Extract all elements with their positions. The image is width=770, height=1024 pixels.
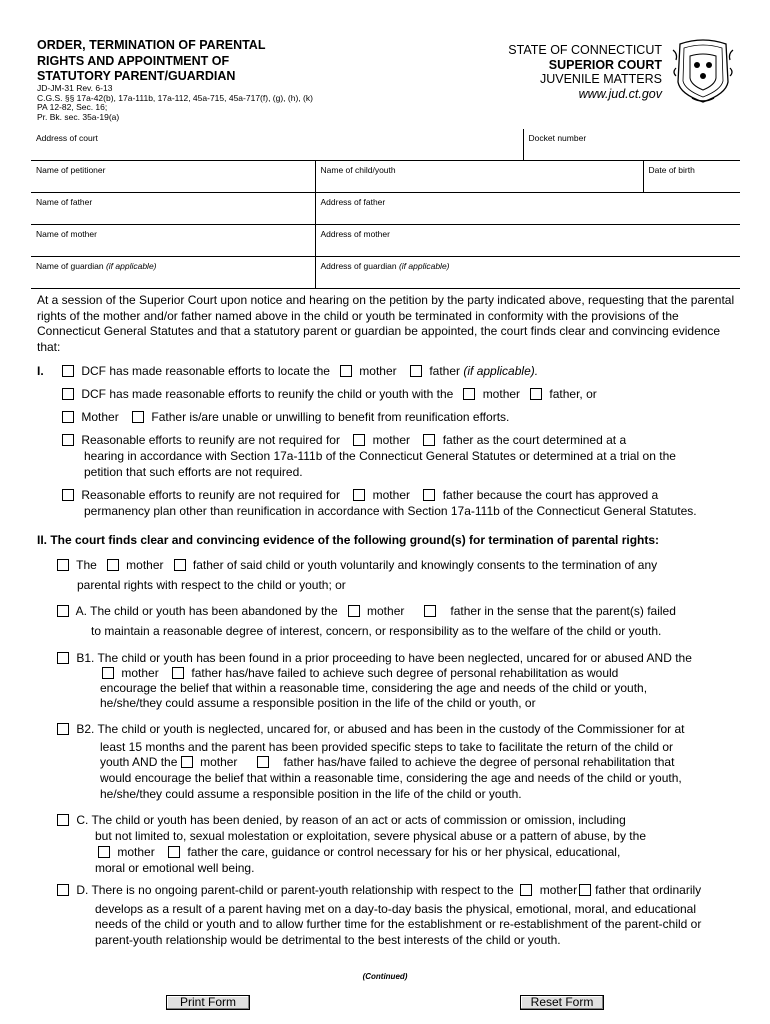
ground-b2-cont: least 15 months and the parent has been provided specific steps to take to facilitate the return of the child or	[100, 740, 674, 754]
ground-c-row	[57, 813, 626, 829]
ground-c-mother-checkbox[interactable]	[98, 846, 110, 858]
row-text: The	[76, 558, 97, 572]
not-required-hearing-mother-checkbox[interactable]	[353, 434, 365, 446]
row-text: Reasonable efforts to reunify are not required for	[81, 488, 340, 502]
ground-c-father-checkbox[interactable]	[168, 846, 180, 858]
field-label: Docket number	[528, 133, 587, 143]
address-of-father-field[interactable]	[315, 193, 740, 225]
locate-mother-checkbox[interactable]	[340, 365, 352, 377]
continued-label: (Continued)	[362, 972, 408, 981]
field-label: Address of father	[320, 197, 386, 207]
field-label: Name of child/youth	[320, 165, 396, 175]
row-text: Mother	[81, 410, 119, 424]
row-text: father	[429, 364, 461, 378]
field-label: Address of mother	[320, 229, 390, 239]
unable-father-checkbox[interactable]	[132, 411, 144, 423]
row-text: father has/have failed to achieve the degree of personal rehabilitation that	[283, 755, 675, 769]
form-title-line: ORDER, TERMINATION OF PARENTAL	[37, 38, 266, 52]
ground-b1-cont: encourage the belief that within a reasonable time, considering the age and needs of the child or youth,	[100, 681, 648, 695]
row-text: Father is/are unable or unwilling to benefit from reunification efforts.	[151, 410, 510, 424]
court-division: JUVENILE MATTERS	[539, 72, 662, 86]
row-text: B2. The child or youth is neglected, uncared for, or abused and has been in the custody of the Commissioner for at	[76, 722, 685, 736]
ground-b2-mother-checkbox[interactable]	[181, 756, 193, 768]
ground-d-cont: needs of the child or youth and to allow further time for the establishment or re-establishment of the parent-child or	[95, 917, 702, 931]
row-text: DCF has made reasonable efforts to reunify the child or youth with the	[81, 387, 454, 401]
consent-mother-checkbox[interactable]	[107, 559, 119, 571]
section-1-row-4	[62, 433, 626, 449]
address-of-guardian-field[interactable]	[315, 257, 740, 289]
ground-a-father-checkbox[interactable]	[424, 605, 436, 617]
section-2-heading: II. The court finds clear and convincing evidence of the following ground(s) for termination of parental rights:	[37, 533, 660, 547]
row-text: father of said child or youth voluntarily and knowingly consents to the termination of any	[192, 558, 658, 572]
row-text: father has/have failed to achieve such degree of personal rehabilitation as would	[191, 666, 619, 680]
ground-b1-father-checkbox[interactable]	[172, 667, 184, 679]
not-required-plan-checkbox[interactable]	[62, 489, 74, 501]
row-text: C. The child or youth has been denied, by reason of an act or acts of commission or omission, including	[76, 813, 626, 827]
section-1-row-4-cont: petition that such efforts are not required.	[84, 465, 303, 479]
field-label: Name of guardian	[36, 261, 104, 271]
row-text: A. The child or youth has been abandoned by the	[75, 604, 338, 618]
court-website-link[interactable]: www.jud.ct.gov	[578, 86, 662, 101]
case-info-grid	[31, 129, 740, 289]
field-label: Date of birth	[648, 165, 695, 175]
state-seal-icon	[670, 38, 736, 104]
ground-d-cont: develops as a result of a parent having met on a day-to-day basis the physical, emotional, moral, and educational	[95, 902, 697, 916]
date-of-birth-field[interactable]	[643, 161, 740, 193]
state-name: STATE OF CONNECTICUT	[508, 43, 662, 57]
ground-consent-cont: parental rights with respect to the child or youth; or	[77, 578, 346, 592]
section-1-row-5-cont: permanency plan other than reunification in accordance with Section 17a-111b of the Connecticut General Statutes.	[84, 504, 697, 518]
court-heading	[508, 43, 662, 101]
field-label: Name of petitioner	[36, 165, 106, 175]
form-citation	[37, 84, 313, 122]
reunify-father-checkbox[interactable]	[530, 388, 542, 400]
print-form-button[interactable]: Print Form	[166, 995, 250, 1010]
section-1-row-5	[62, 488, 658, 504]
ground-a-row	[57, 604, 676, 620]
section-1-row-1	[37, 364, 538, 380]
ground-b2-parents	[100, 755, 674, 771]
row-text: mother	[367, 604, 405, 618]
row-text: (if applicable)	[463, 364, 535, 378]
name-of-father-field[interactable]	[31, 193, 315, 225]
ground-b1-checkbox[interactable]	[57, 652, 69, 664]
section-1-row-3	[62, 410, 509, 426]
row-text: Reasonable efforts to reunify are not required for	[81, 433, 340, 447]
ground-d-row	[57, 883, 701, 899]
reunify-efforts-checkbox[interactable]	[62, 388, 74, 400]
address-of-court-field[interactable]	[31, 129, 523, 161]
field-label: Name of mother	[36, 229, 97, 239]
ground-a-mother-checkbox[interactable]	[348, 605, 360, 617]
ground-b2-checkbox[interactable]	[57, 723, 69, 735]
not-required-plan-father-checkbox[interactable]	[423, 489, 435, 501]
form-number: JD-JM-31 Rev. 6-13	[37, 83, 113, 93]
row-text: father that ordinarily	[595, 883, 702, 897]
reunify-mother-checkbox[interactable]	[463, 388, 475, 400]
form-title-line: STATUTORY PARENT/GUARDIAN	[37, 69, 236, 83]
row-text: .	[534, 364, 539, 378]
public-act-citation: PA 12-82, Sec. 16;	[37, 102, 108, 112]
ground-b1-row	[57, 651, 692, 667]
consent-father-checkbox[interactable]	[174, 559, 186, 571]
row-text: father as the court determined at a	[442, 433, 627, 447]
row-text: mother	[121, 666, 159, 680]
section-1-row-2	[62, 387, 597, 403]
field-label: Address of guardian	[320, 261, 397, 271]
ground-b1-cont: he/she/they could assume a responsible position in the life of the child or youth, or	[100, 696, 536, 710]
ground-b2-row	[57, 722, 684, 738]
ground-b2-cont: would encourage the belief that within a reasonable time, considering the age and needs of the child or youth,	[100, 771, 682, 785]
not-required-hearing-checkbox[interactable]	[62, 434, 74, 446]
not-required-hearing-father-checkbox[interactable]	[423, 434, 435, 446]
ground-c-checkbox[interactable]	[57, 814, 69, 826]
row-text: mother	[126, 558, 164, 572]
row-text: DCF has made reasonable efforts to locate the	[81, 364, 330, 378]
ground-b2-cont: he/she/they could assume a responsible position in the life of the child or youth.	[100, 787, 522, 801]
row-text: father because the court has approved a	[442, 488, 659, 502]
section-1-row-4-cont: hearing in accordance with Section 17a-111b of the Connecticut General Statutes or determined at a trial on the	[84, 449, 676, 463]
ground-consent-row	[57, 558, 657, 574]
field-label: Address of court	[36, 133, 98, 143]
name-of-mother-field[interactable]	[31, 225, 315, 257]
row-text: mother	[359, 364, 397, 378]
docket-number-field[interactable]	[523, 129, 740, 161]
row-text: mother	[539, 883, 578, 897]
ground-b1-mother-checkbox[interactable]	[102, 667, 114, 679]
form-title-line: RIGHTS AND APPOINTMENT OF	[37, 53, 230, 68]
row-text: father, or	[549, 387, 597, 401]
ground-d-cont: parent-youth relationship would be detrimental to the best interests of the child or youth.	[95, 933, 561, 947]
field-label: Name of father	[36, 197, 93, 207]
name-of-petitioner-field[interactable]	[31, 161, 315, 193]
field-label-qualifier: (if applicable)	[105, 261, 157, 271]
row-text: B1. The child or youth has been found in a prior proceeding to have been neglected, uncared for or abused AND the	[76, 651, 692, 665]
row-text: youth AND the	[100, 755, 178, 769]
consent-checkbox[interactable]	[57, 559, 69, 571]
practice-book-citation: Pr. Bk. sec. 35a-19(a)	[37, 111, 120, 122]
court-name: SUPERIOR COURT	[548, 57, 662, 72]
row-text: mother	[200, 755, 238, 769]
ground-c-cont: but not limited to, sexual molestation or exploitation, severe physical abuse or a pattern of abuse, by the	[95, 829, 646, 843]
ground-d-mother-checkbox[interactable]	[520, 884, 532, 896]
row-text: mother	[482, 387, 521, 401]
statute-citation: C.G.S. §§ 17a-42(b), 17a-111b, 17a-112, 45a-715, 45a-717(f), (g), (h), (k)	[37, 92, 313, 103]
ground-a-checkbox[interactable]	[57, 605, 69, 617]
locate-efforts-checkbox[interactable]	[62, 365, 74, 377]
field-label-qualifier: (if applicable)	[398, 261, 450, 271]
ground-a-cont: to maintain a reasonable degree of interest, concern, or responsibility as to the welfare of the child or youth.	[91, 624, 662, 638]
ground-c-parents	[98, 845, 620, 861]
intro-paragraph: At a session of the Superior Court upon notice and hearing on the petition by the party indicated above, requesting that the parental rights of the mother and/or father named above in the child or youth be terminated in conformity with the provisions of the Connecticut General Statutes and that a statutory parent or guardian be appointed, the court finds clear and convincing evidence that:	[37, 293, 735, 354]
ground-d-father-checkbox[interactable]	[579, 884, 591, 896]
ground-d-checkbox[interactable]	[57, 884, 69, 896]
ground-b1-parents	[102, 666, 618, 682]
row-text: father in the sense that the parent(s) failed	[450, 604, 676, 618]
row-text: father the care, guidance or control necessary for his or her physical, educational,	[187, 845, 621, 859]
name-of-child-field[interactable]	[315, 161, 643, 193]
row-text: mother	[372, 433, 410, 447]
ground-c-cont: moral or emotional well being.	[95, 861, 255, 875]
not-required-plan-mother-checkbox[interactable]	[353, 489, 365, 501]
form-title	[37, 38, 265, 85]
unable-mother-checkbox[interactable]	[62, 411, 74, 423]
section-1-numeral: I.	[37, 364, 44, 378]
ground-b2-father-checkbox[interactable]	[257, 756, 269, 768]
reset-form-button[interactable]: Reset Form	[520, 995, 604, 1010]
name-of-guardian-field[interactable]	[31, 257, 315, 289]
row-text: mother	[117, 845, 155, 859]
locate-father-checkbox[interactable]	[410, 365, 422, 377]
row-text: mother	[372, 488, 410, 502]
address-of-mother-field[interactable]	[315, 225, 740, 257]
row-text: D. There is no ongoing parent-child or parent-youth relationship with respect to the	[76, 883, 514, 897]
